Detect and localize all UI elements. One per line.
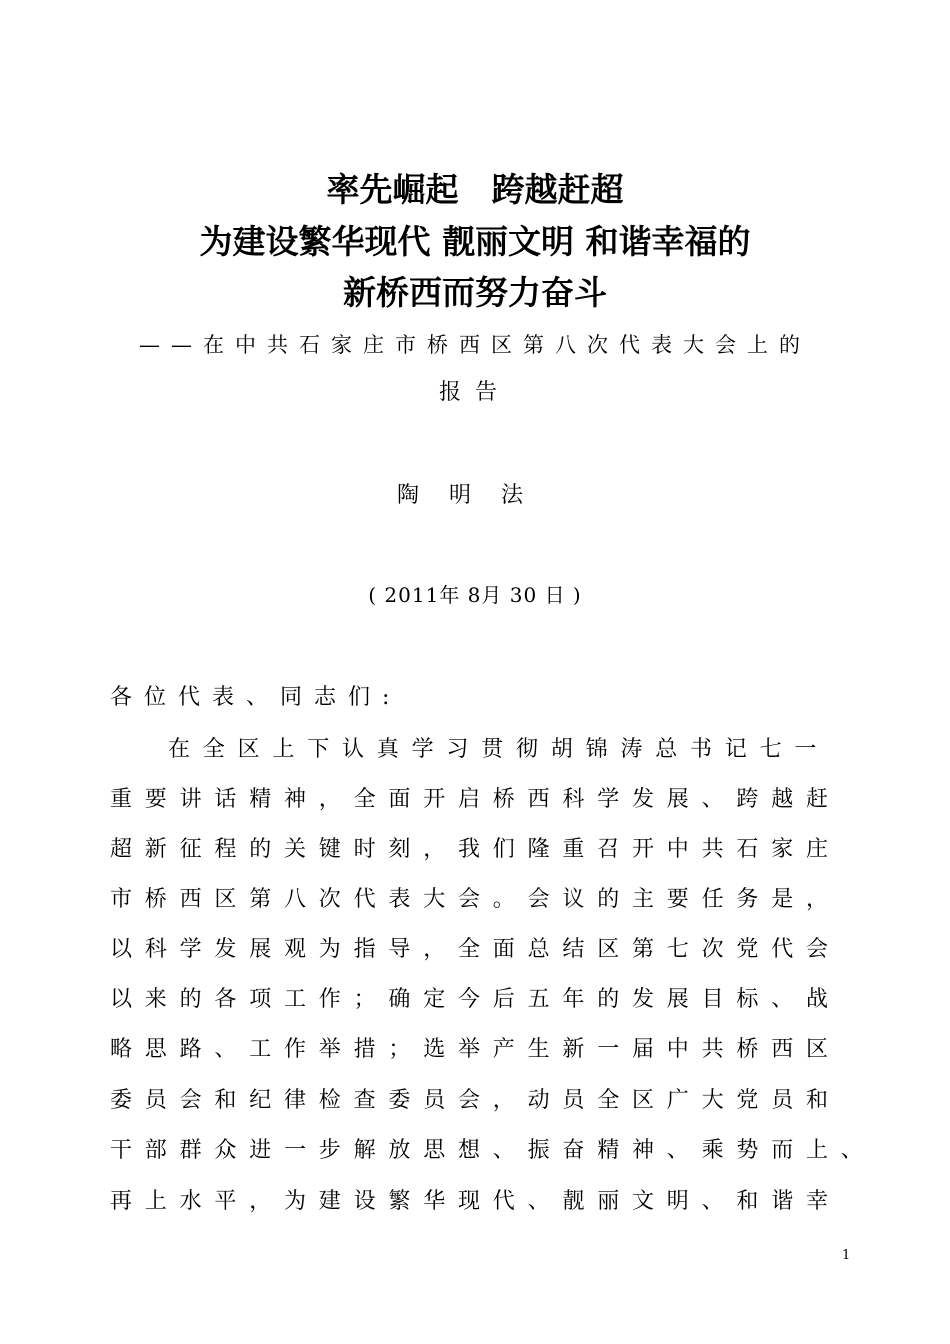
report-date: ( 2011年 8月 30 日 )	[368, 583, 582, 607]
body-line-10: 再上水平，为建设繁华现代、靓丽文明、和谐幸	[110, 1189, 841, 1214]
body-line-6: 以来的各项工作；确定今后五年的发展目标、战	[110, 987, 841, 1012]
body-line-1: 在全区上下认真学习贯彻胡锦涛总书记七一	[168, 737, 830, 762]
body-line-3: 超新征程的关键时刻，我们隆重召开中共石家庄	[110, 837, 841, 862]
page-number: 1	[842, 1248, 851, 1263]
body-line-5: 以科学发展观为指导，全面总结区第七次党代会	[110, 937, 841, 962]
body-line-2: 重要讲话精神，全面开启桥西科学发展、跨越赶	[110, 787, 841, 812]
author-name: 陶明法	[396, 483, 553, 508]
title-line-1: 率先崛起 跨越赶超	[326, 170, 624, 209]
body-line-9: 干部群众进一步解放思想、振奋精神、乘势而上、	[110, 1138, 876, 1163]
body-line-8: 委员会和纪律检查委员会，动员全区广大党员和	[110, 1088, 841, 1113]
subtitle-line-2: 报告	[438, 380, 511, 405]
body-line-4: 市桥西区第八次代表大会。会议的主要任务是，	[110, 887, 841, 912]
title-line-2: 为建设繁华现代 靓丽文明 和谐幸福的	[199, 222, 751, 261]
subtitle-line-1: ——在中共石家庄市桥西区第八次代表大会上的	[139, 333, 811, 357]
body-line-7: 略思路、工作举措；选举产生新一届中共桥西区	[110, 1037, 841, 1062]
title-line-3: 新桥西而努力奋斗	[343, 273, 607, 312]
salutation: 各位代表、同志们:	[110, 685, 402, 710]
